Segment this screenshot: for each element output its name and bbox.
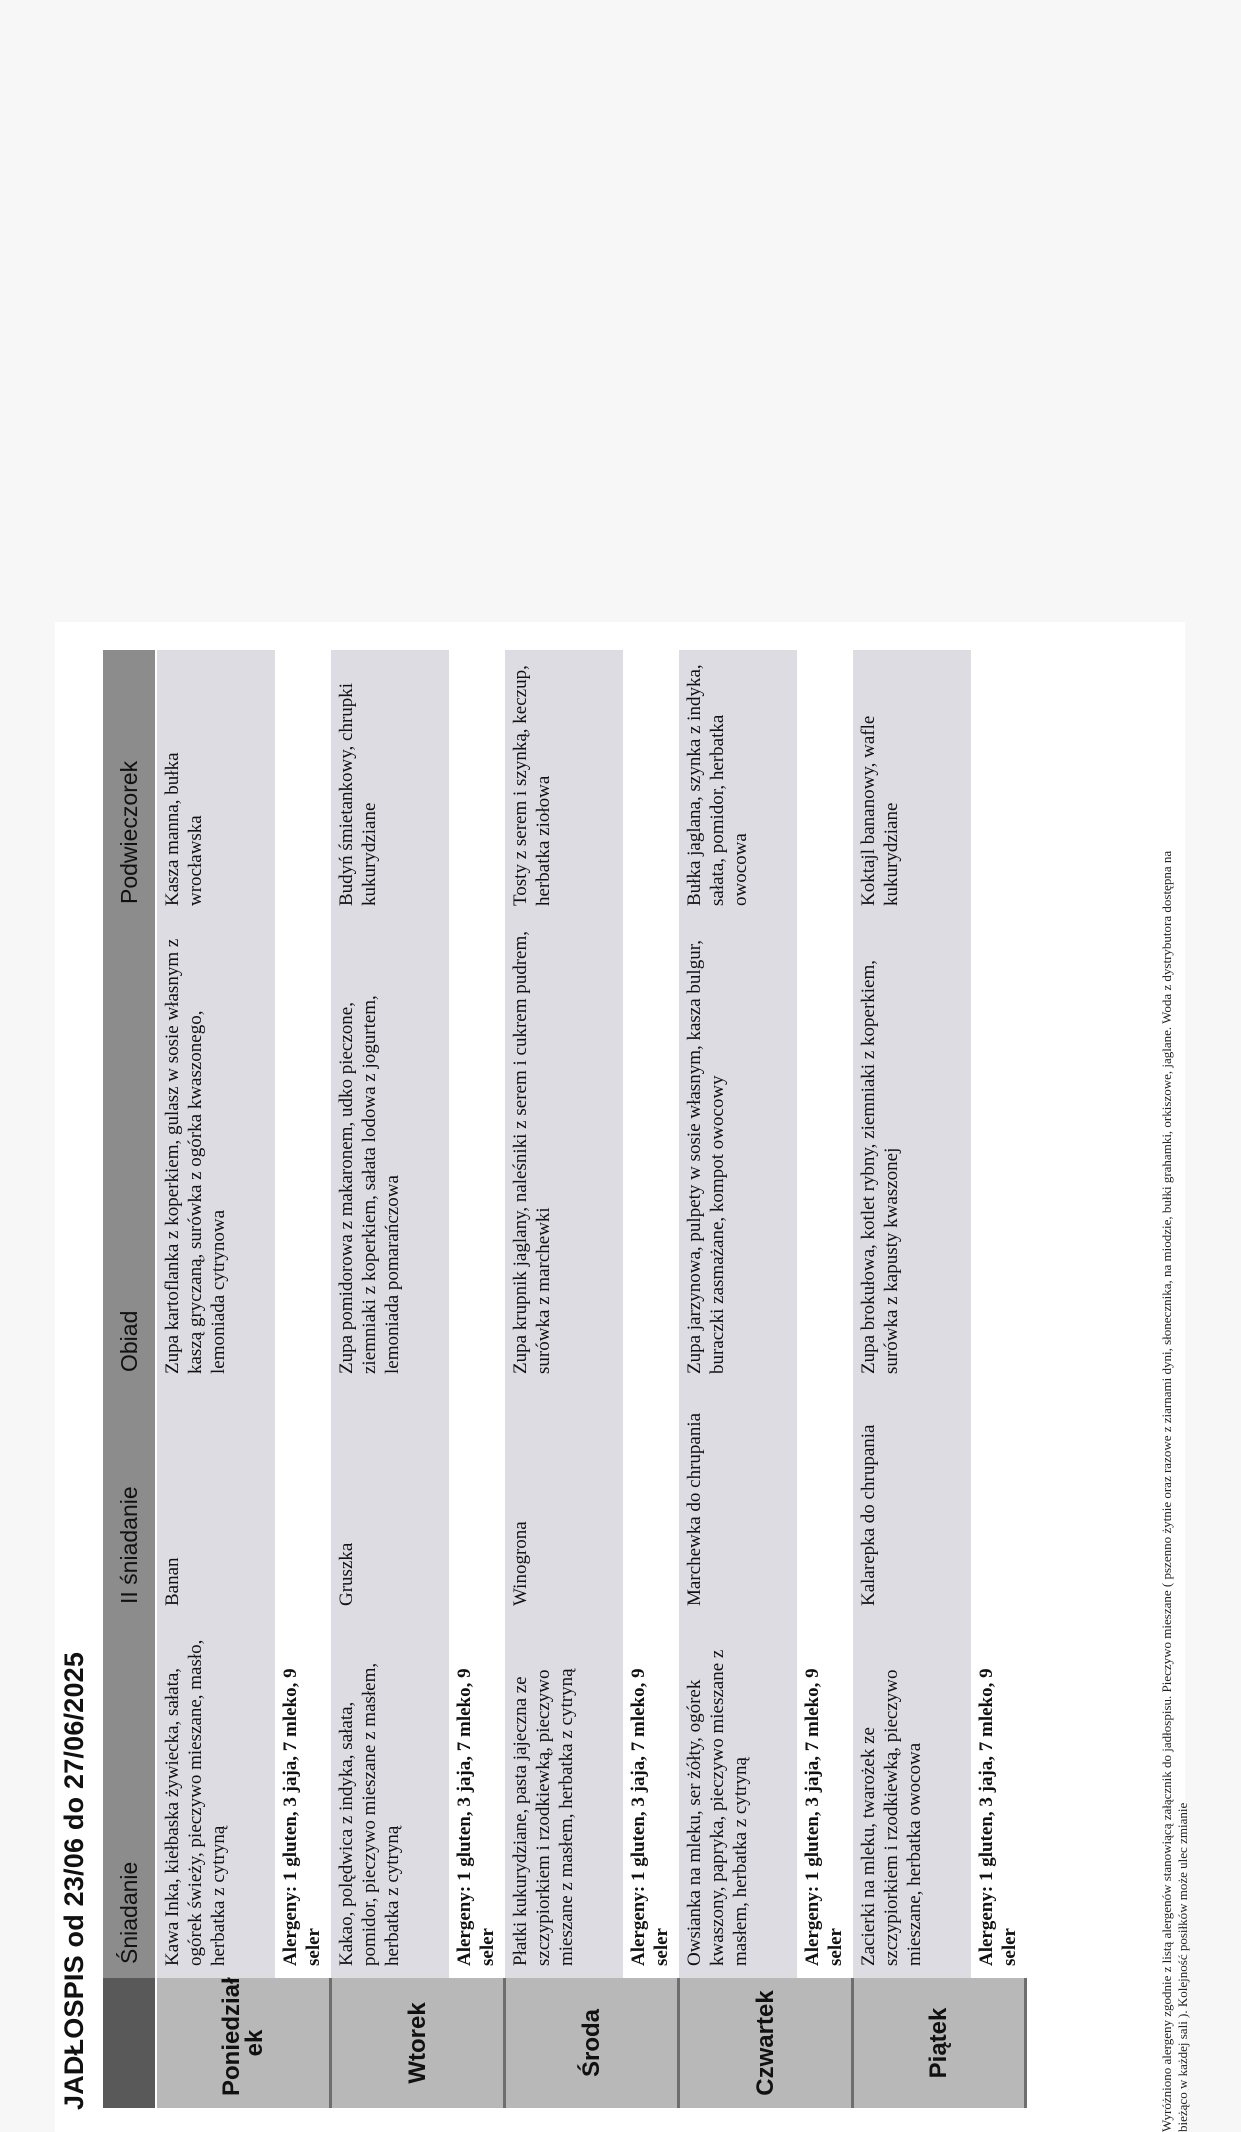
second-breakfast-cell: Kalarepka do chrupania: [852, 1386, 971, 1618]
breakfast-cell: Owsianka na mleku, ser żółty, ogórek kwaszony, papryka, pieczywo mieszane z masłem, herbatka z cytryną: [678, 1618, 797, 1978]
footnote-line: bieżąco w każdej sali ). Kolejność posiłków może ulec zmianie: [1175, 1802, 1190, 2132]
allergen-row: [449, 650, 504, 2108]
allergen-note: Alergeny: 1 gluten, 3 jaja, 7 mleko, 9 seler: [275, 1618, 330, 1978]
day-label: Poniedział ek: [156, 1978, 330, 2108]
page-title: JADŁOSPIS od 23/06 do 27/06/2025: [59, 1651, 89, 2110]
lunch-cell: Zupa krupnik jaglany, naleśniki z serem i cukrem pudrem, surówka z marchewki: [504, 918, 623, 1386]
allergen-spacer: [971, 650, 1025, 1618]
allergen-row: [797, 650, 852, 2108]
header-day: [103, 1978, 156, 2108]
breakfast-cell: Płatki kukurydziane, pasta jajeczna ze szczypiorkiem i rzodkiewką, pieczywo mieszane z masłem, herbatka z cytryną: [504, 1618, 623, 1978]
header-breakfast: Śniadanie: [103, 1618, 156, 1978]
breakfast-cell: Kakao, polędwica z indyka, sałata, pomidor, pieczywo mieszane z masłem, herbatka z cytryną: [330, 1618, 449, 1978]
snack-cell: Tosty z serem i szynką, keczup, herbatka ziołowa: [504, 650, 623, 918]
allergen-row: [623, 650, 678, 2108]
allergen-row: [275, 650, 330, 2108]
day-label: Czwartek: [678, 1978, 852, 2108]
second-breakfast-cell: Banan: [156, 1386, 275, 1618]
day-label: Środa: [504, 1978, 678, 2108]
header-row: [103, 650, 156, 2108]
allergen-spacer: [623, 650, 678, 1618]
table-row: [504, 650, 623, 2108]
footnote-line: Wyróżniono alergeny zgodnie z listą alergenów stanowiącą załącznik do jadłospisu. Pieczywo mieszane ( pszenno żytnie oraz razowe z ziarnami dyni, słonecznika, na miodzie, bułki grahamki, orkiszowe, jaglane. Woda z dystrybutora dostępna na: [1159, 850, 1174, 2132]
day-label: Wtorek: [330, 1978, 504, 2108]
snack-cell: Kasza manna, bułka wrocławska: [156, 650, 275, 918]
header-snack: Podwieczorek: [103, 650, 156, 918]
table-row: [330, 650, 449, 2108]
snack-cell: Koktajl bananowy, wafle kukurydziane: [852, 650, 971, 918]
allergen-spacer: [797, 650, 852, 1618]
snack-cell: Budyń śmietankowy, chrupki kukurydziane: [330, 650, 449, 918]
allergen-spacer: [275, 650, 330, 1618]
lunch-cell: Zupa kartoflanka z koperkiem, gulasz w sosie własnym z kaszą gryczaną, surówka z ogórka kwaszonego, lemoniada cytrynowa: [156, 918, 275, 1386]
allergen-note: Alergeny: 1 gluten, 3 jaja, 7 mleko, 9 seler: [971, 1618, 1025, 1978]
header-lunch: Obiad: [103, 918, 156, 1386]
allergen-spacer: [449, 650, 504, 1618]
breakfast-cell: Zacierki na mleku, twarożek ze szczypiorkiem i rzodkiewką, pieczywo mieszane, herbatka owocowa: [852, 1618, 971, 1978]
allergen-row: [971, 650, 1025, 2108]
second-breakfast-cell: Gruszka: [330, 1386, 449, 1618]
lunch-cell: Zupa jarzynowa, pulpety w sosie własnym, kasza bulgur, buraczki zasmażane, kompot owocowy: [678, 918, 797, 1386]
allergen-note: Alergeny: 1 gluten, 3 jaja, 7 mleko, 9 seler: [623, 1618, 678, 1978]
lunch-cell: Zupa brokułowa, kotlet rybny, ziemniaki z koperkiem, surówka z kapusty kwaszonej: [852, 918, 971, 1386]
day-label: Piątek: [852, 1978, 1025, 2108]
allergen-note: Alergeny: 1 gluten, 3 jaja, 7 mleko, 9 seler: [449, 1618, 504, 1978]
footnote: [1159, 622, 1191, 2132]
menu-table: [103, 650, 1027, 2108]
header-second-breakfast: II śniadanie: [103, 1386, 156, 1618]
table-row: [852, 650, 971, 2108]
table-row: [678, 650, 797, 2108]
second-breakfast-cell: Marchewka do chrupania: [678, 1386, 797, 1618]
second-breakfast-cell: Winogrona: [504, 1386, 623, 1618]
allergen-note: Alergeny: 1 gluten, 3 jaja, 7 mleko, 9 seler: [797, 1618, 852, 1978]
lunch-cell: Zupa pomidorowa z makaronem, udko pieczone, ziemniaki z koperkiem, sałata lodowa z jogurtem, lemoniada pomarańczowa: [330, 918, 449, 1386]
menu-sheet: [55, 622, 1190, 2132]
breakfast-cell: Kawa Inka, kiełbaska żywiecka, sałata, ogórek świeży, pieczywo mieszane, masło, herbatka z cytryną: [156, 1618, 275, 1978]
snack-cell: Bułka jaglana, szynka z indyka, sałata, pomidor, herbatka owocowa: [678, 650, 797, 918]
table-row: [156, 650, 275, 2108]
